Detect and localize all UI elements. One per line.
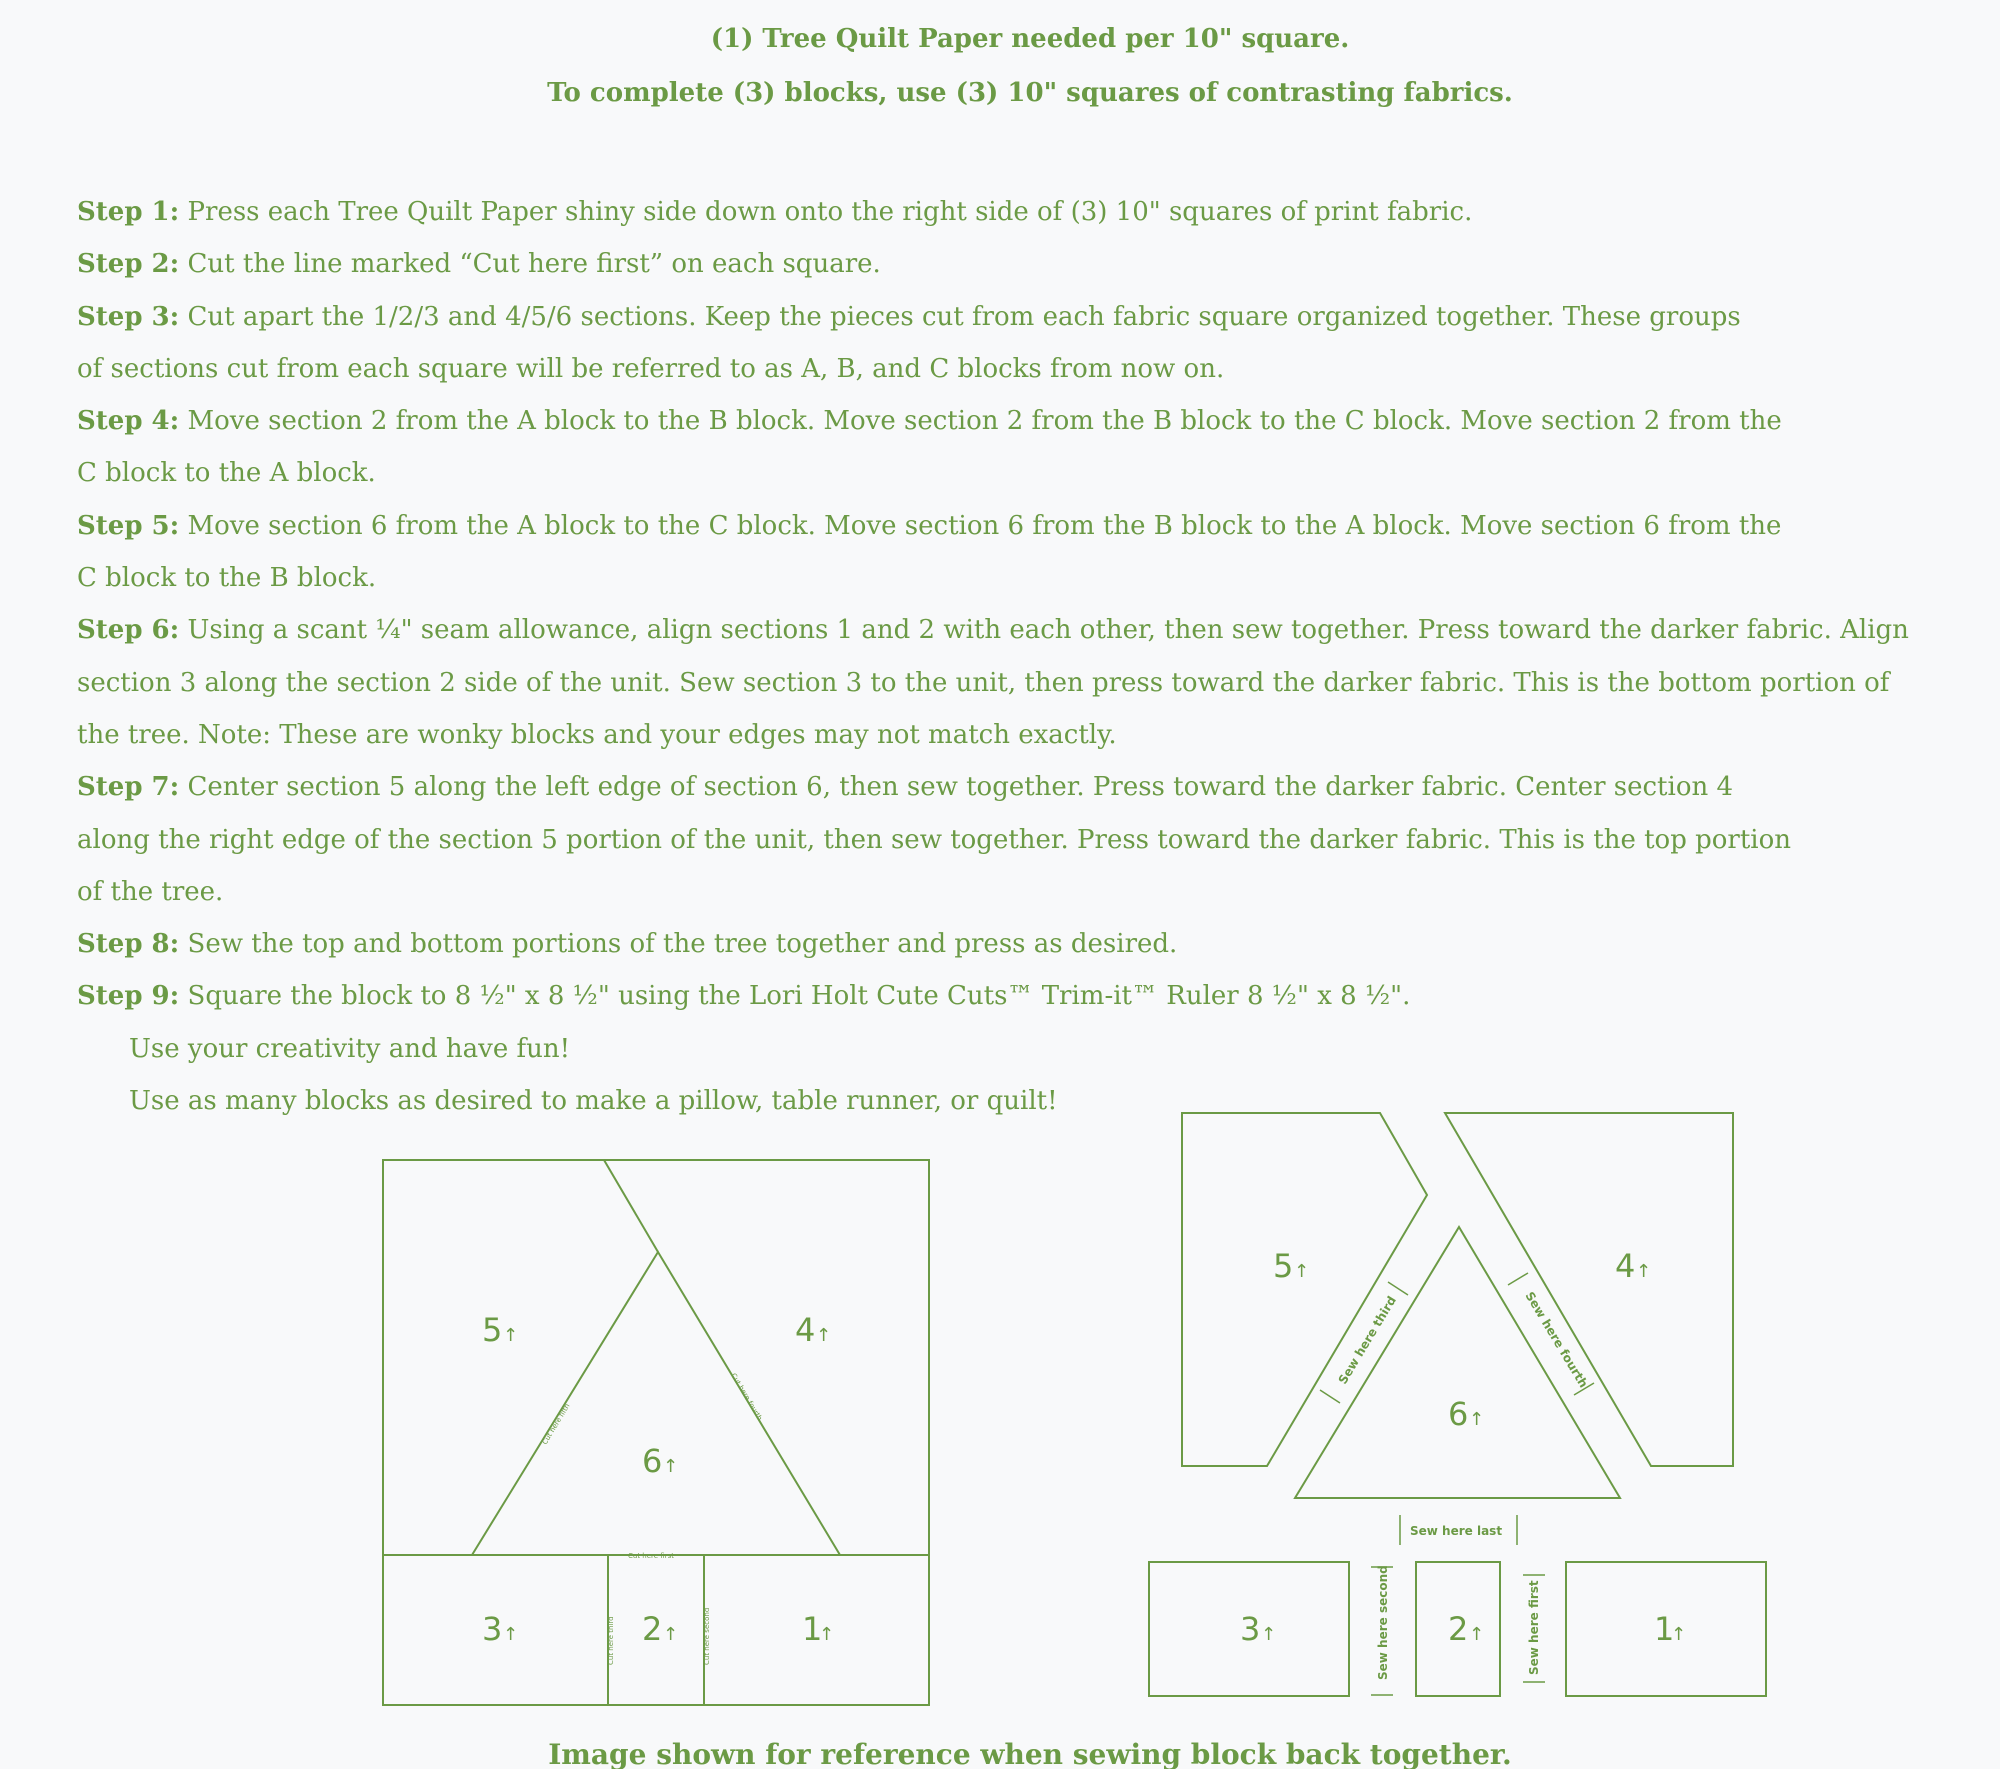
arrow-up-icon: ↑ (1469, 1624, 1485, 1645)
cut-second-label: Cut here second (703, 1607, 711, 1665)
cut-third-label: Cut here third (607, 1616, 615, 1665)
piece-4-shape (1445, 1113, 1733, 1466)
usage-note: Use as many blocks as desired to make a pillow, table runner, or quilt! (129, 1086, 1058, 1117)
step-text: Using a scant ¼" seam allowance, align sections 1 and 2 with each other, then sew together. Press toward the darker fabric. Align (187, 615, 1909, 646)
double-arrow-icon (1508, 1273, 1528, 1285)
step-label: Step 2: (77, 249, 180, 280)
section-4-label: 4 (795, 1311, 816, 1349)
assembled-block-labels (482, 1311, 834, 1665)
arrow-up-icon: ↑ (1469, 1409, 1485, 1430)
double-arrow-icon (1388, 1282, 1408, 1295)
step-text: Sew the top and bottom portions of the tree together and press as desired. (187, 929, 1178, 960)
piece-4-label: 4 (1615, 1247, 1636, 1285)
step-7-continued: along the right edge of the section 5 portion of the unit, then sew together. Press toward the darker fabric. This is the top portion (77, 824, 1792, 855)
arrow-up-icon: ↑ (1261, 1624, 1277, 1645)
arrow-up-icon: ↑ (503, 1624, 519, 1645)
arrow-up-icon: ↑ (503, 1325, 519, 1346)
arrow-up-icon: ↑ (1294, 1261, 1310, 1282)
sew-third-label: Sew here third (1335, 1293, 1400, 1387)
top-cut-line (604, 1160, 658, 1252)
step-text: Cut apart the 1/2/3 and 4/5/6 sections. Keep the pieces cut from each fabric square organized together. These groups (187, 301, 1741, 332)
arrow-up-icon: ↑ (816, 1325, 832, 1346)
piece-2-label: 2 (1448, 1610, 1469, 1648)
reference-caption: Image shown for reference when sewing block back together. (548, 1738, 1512, 1769)
step-label: Step 7: (77, 772, 180, 803)
step-text: Cut the line marked “Cut here first” on each square. (187, 249, 881, 280)
step-5-continued: C block to the B block. (77, 563, 377, 594)
arrow-up-icon: ↑ (663, 1456, 679, 1477)
step-label: Step 4: (77, 406, 180, 437)
step-label: Step 1: (77, 197, 180, 227)
step-label: Step 3: (77, 301, 180, 332)
step-3-continued: of sections cut from each square will be referred to as A, B, and C blocks from now on. (77, 353, 1225, 384)
sew-second-label: Sew here second (1376, 1565, 1390, 1680)
step-label: Step 5: (77, 510, 180, 541)
arrow-up-icon: ↑ (819, 1624, 835, 1645)
step-text: Move section 6 from the A block to the C block. Move section 6 from the B block to the A block. Move section 6 from the (187, 510, 1782, 541)
step-6-continued: the tree. Note: These are wonky blocks and your edges may not match exactly. (77, 719, 1117, 750)
step-text: Square the block to 8 ½" x 8 ½" using the Lori Holt Cute Cuts™ Trim-it™ Ruler 8 ½" x 8 ½". (187, 981, 1411, 1012)
piece-5-shape (1182, 1113, 1427, 1466)
cut-fifth-label: Cut here fifth (540, 1402, 572, 1447)
section-3-label: 3 (482, 1610, 503, 1648)
sew-first-label: Sew here first (1527, 1580, 1541, 1675)
cut-fourth-label: Cut here fourth (729, 1371, 764, 1422)
step-label: Step 8: (77, 929, 180, 960)
step-4-continued: C block to the A block. (77, 458, 376, 489)
step-text: Move section 2 from the A block to the B block. Move section 2 from the B block to the C block. Move section 2 from the (187, 406, 1782, 437)
section-1-label: 1 (802, 1610, 823, 1648)
exploded-pieces-labels (1240, 1247, 1686, 1680)
step-text: Center section 5 along the left edge of section 6, then sew together. Press toward the darker fabric. Center section 4 (187, 772, 1734, 803)
cut-first-label: Cut here first (628, 1552, 674, 1560)
piece-6-label: 6 (1448, 1395, 1469, 1433)
sew-last-label: Sew here last (1410, 1524, 1503, 1538)
paper-needed-line: (1) Tree Quilt Paper needed per 10" square. (710, 24, 1350, 54)
section-6-label: 6 (642, 1442, 663, 1480)
piece-3-label: 3 (1240, 1610, 1261, 1648)
double-arrow-icon (1320, 1390, 1340, 1403)
step-6-continued: section 3 along the section 2 side of the unit. Sew section 3 to the unit, then press toward the darker fabric. This is the bottom portion of (77, 667, 1890, 698)
piece-5-label: 5 (1273, 1247, 1294, 1285)
step-label: Step 9: (77, 981, 180, 1012)
triangle-outline (472, 1252, 840, 1555)
arrow-up-icon: ↑ (1636, 1261, 1652, 1282)
piece-1-label: 1 (1654, 1610, 1675, 1648)
arrow-up-icon: ↑ (1671, 1624, 1687, 1645)
section-5-label: 5 (482, 1311, 503, 1349)
creativity-note: Use your creativity and have fun! (129, 1033, 571, 1064)
step-7-continued: of the tree. (77, 876, 224, 907)
sew-fourth-label: Sew here fourth (1522, 1289, 1591, 1391)
arrow-up-icon: ↑ (663, 1624, 679, 1645)
step-label: Step 6: (77, 615, 180, 646)
fabric-squares-line: To complete (3) blocks, use (3) 10" squares of contrasting fabrics. (547, 78, 1513, 108)
step-text: Press each Tree Quilt Paper shiny side down onto the right side of (3) 10" squares of print fabric. (187, 197, 1473, 227)
section-2-label: 2 (642, 1610, 663, 1648)
